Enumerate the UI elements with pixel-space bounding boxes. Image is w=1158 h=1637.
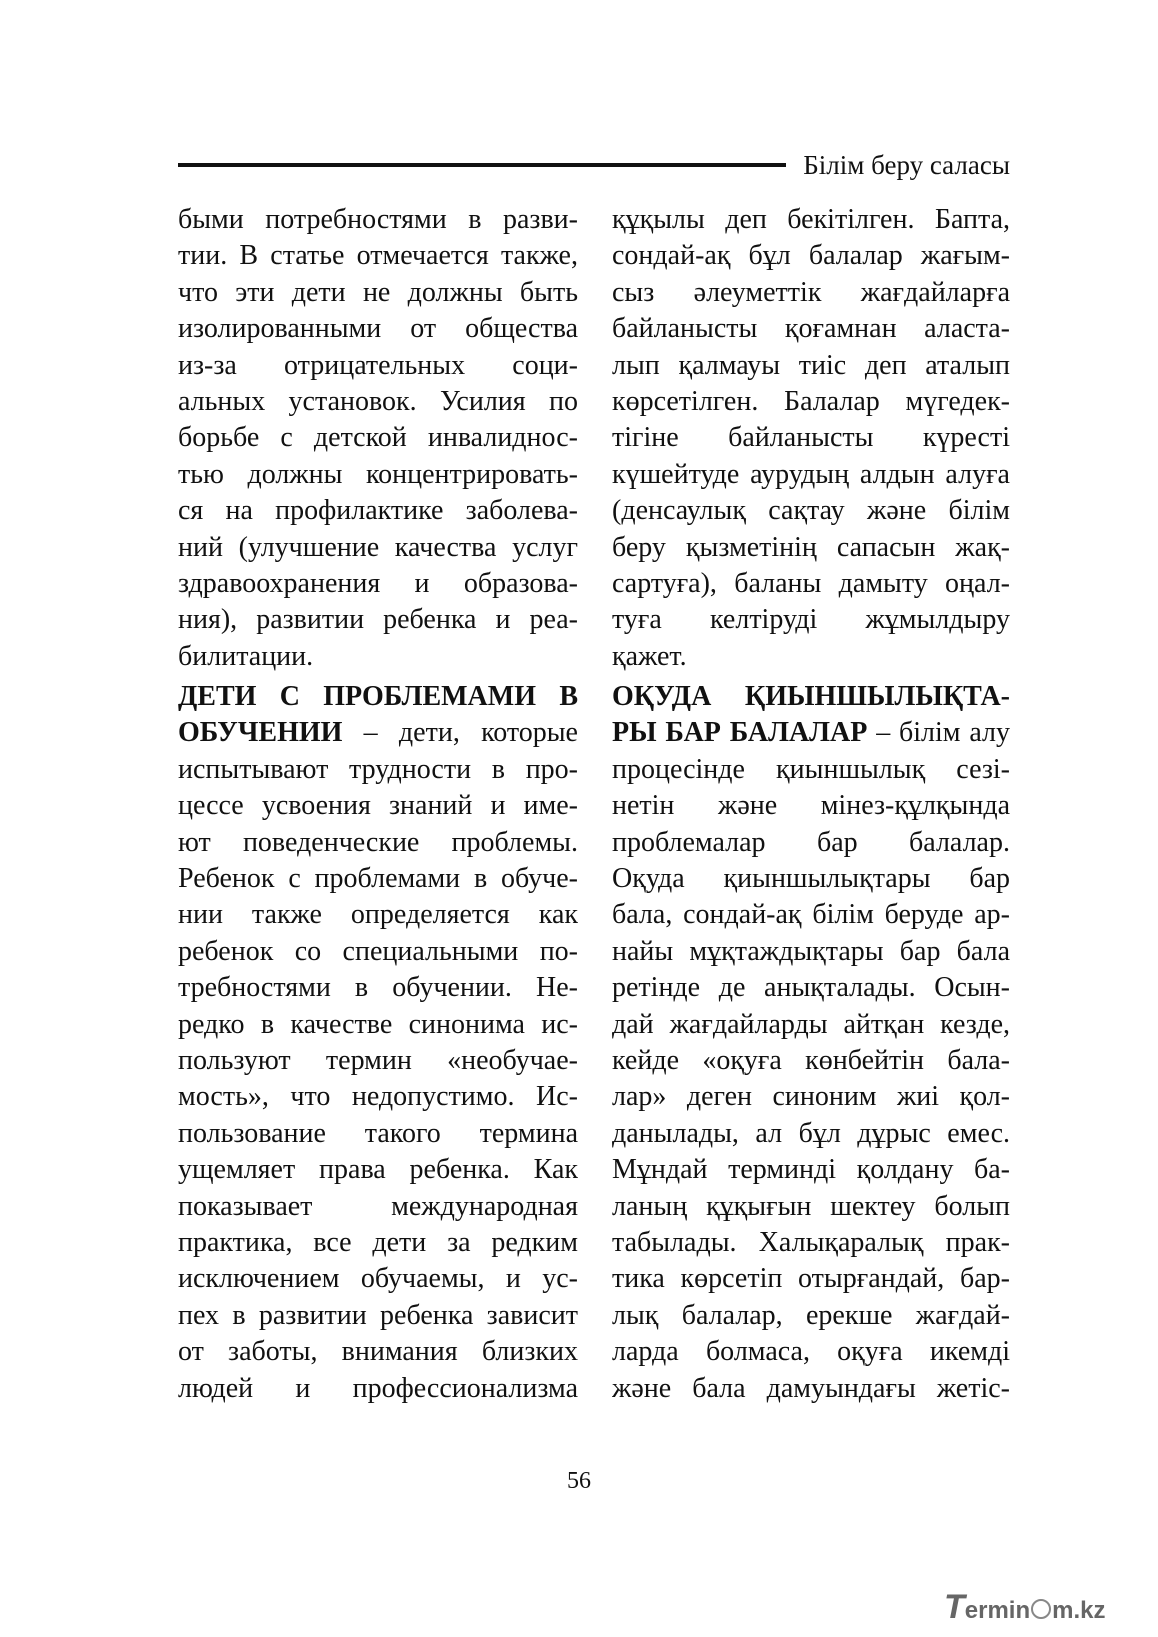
text-line: туға келтіруді жұмылдыру (612, 604, 1010, 636)
site-watermark (944, 1588, 1144, 1628)
text-line: және бала дамуындағы жетіс- (612, 1372, 1010, 1404)
text-line: испытывают трудности в про- (178, 753, 578, 785)
text-line: сыз әлеуметтік жағдайларға (612, 276, 1010, 308)
text-line: ребенок со специальными по- (178, 935, 578, 967)
text-line: от заботы, внимания близких (178, 1336, 578, 1368)
text-line: ларда болмаса, оқуға икемді (612, 1336, 1010, 1368)
text-line: Оқуда қиыншылықтары бар (612, 863, 1010, 895)
watermark-text-1: ermin (964, 1597, 1031, 1624)
text-line: проблемалар бар балалар. (612, 826, 1010, 858)
text-line: быми потребностями в разви- (178, 204, 578, 235)
text-line: редко в качестве синонима ис- (178, 1008, 578, 1040)
text-line: лық балалар, ерекше жағдай- (612, 1299, 1010, 1331)
text-line: нии также определяется как (178, 899, 578, 931)
text-line: кейде «оқуға көнбейтін бала- (612, 1044, 1010, 1076)
text-line: Ребенок с проблемами в обуче- (178, 863, 578, 895)
text-line: құқылы деп бекітілген. Бапта, (612, 204, 1010, 235)
text-line: требностями в обучении. Не- (178, 972, 578, 1004)
text-line: ретінде де анықталады. Осын- (612, 972, 1010, 1004)
text-line: пользуют термин «необучае- (178, 1044, 578, 1076)
text-line: көрсетілген. Балалар мүгедек- (612, 385, 1010, 417)
text-line: практика, все дети за редким (178, 1226, 578, 1258)
text-line: процесінде қиыншылық сезі- (612, 753, 1010, 785)
text-line: мость», что недопустимо. Ис- (178, 1081, 578, 1113)
text-line: лып қалмауы тиіс деп аталып (612, 349, 1010, 381)
text-line: изолированными от общества (178, 313, 578, 345)
text-line: пех в развитии ребенка зависит (178, 1299, 578, 1331)
text-line: ния), развитии ребенка и реа- (178, 604, 578, 636)
text-line: тика көрсетіп отырғандай, бар- (612, 1263, 1010, 1295)
left-column (178, 202, 578, 1407)
text-line: цессе усвоения знаний и име- (178, 790, 578, 822)
right-term-line-2 (612, 715, 1010, 751)
text-line: людей и профессионализма (178, 1372, 578, 1404)
text-line: альных установок. Усилия по (178, 385, 578, 417)
left-term-line-1: ДЕТИ С ПРОБЛЕМАМИ В (178, 681, 578, 713)
text-line: пользование такого термина (178, 1117, 578, 1149)
text-line: ущемляет права ребенка. Как (178, 1154, 578, 1186)
left-paragraph-2 (178, 752, 578, 1407)
text-line: табылады. Халықаралық прак- (612, 1226, 1010, 1258)
text-line: беру қызметінің сапасын жақ- (612, 531, 1010, 563)
watermark-letter: T (944, 1588, 965, 1626)
text-line: лар» деген синоним жиі қол- (612, 1081, 1010, 1113)
text-line: байланысты қоғамнан аласта- (612, 313, 1010, 345)
right-term-line-1: ОҚУДА ҚИЫНШЫЛЫҚТА- (612, 681, 1010, 713)
header-rule (178, 163, 786, 167)
text-line: тігіне байланысты күресті (612, 422, 1010, 454)
text-line: дай жағдайларды айтқан кезде, (612, 1008, 1010, 1040)
watermark-circle-icon (1031, 1599, 1051, 1619)
text-line: показывает международная (178, 1190, 578, 1222)
right-term-bold: РЫ БАР БАЛАЛАР (612, 717, 868, 749)
text-line: (денсаулық сақтау және білім (612, 495, 1010, 527)
running-header (178, 148, 1010, 182)
right-paragraph-2 (612, 752, 1010, 1407)
text-line: күшейтуде аурудың алдын алуға (612, 458, 1010, 490)
text-line: тии. В статье отмечается также, (178, 240, 578, 272)
text-line: тью должны концентрировать- (178, 458, 578, 490)
text-line: ся на профилактике заболева- (178, 495, 578, 527)
left-term-bold: ОБУЧЕНИИ (178, 717, 343, 749)
text-line: что эти дети не должны быть (178, 276, 578, 308)
left-term-line-2 (178, 715, 578, 751)
text-line: данылады, ал бұл дұрыс емес. (612, 1117, 1010, 1149)
section-title: Білім беру саласы (803, 150, 1010, 180)
text-line: қажет. (612, 640, 687, 672)
text-line: билитации. (178, 640, 314, 672)
text-line: найы мұқтаждықтары бар бала (612, 935, 1010, 967)
right-paragraph-1 (612, 202, 1010, 675)
text-line: борьбе с детской инвалиднос- (178, 422, 578, 454)
text-line: нетін және мінез-құлқында (612, 790, 1010, 822)
left-term-rest: – дети, которые (342, 717, 578, 749)
text-line: ланың құқығын шектеу болып (612, 1190, 1010, 1222)
right-column (612, 202, 1010, 1407)
text-line: здравоохранения и образова- (178, 567, 578, 599)
text-line: Мұндай терминді қолдану ба- (612, 1154, 1010, 1186)
page-number: 56 (567, 1468, 591, 1494)
text-line: из-за отрицательных соци- (178, 349, 578, 381)
text-line: исключением обучаемы, и ус- (178, 1263, 578, 1295)
watermark-text-2: m.kz (1052, 1597, 1106, 1624)
left-paragraph-1 (178, 202, 578, 675)
right-term-rest: – білім алу (867, 717, 1010, 749)
text-line: сондай-ақ бұл балалар жағым- (612, 240, 1010, 272)
text-line: сартуға), баланы дамыту оңал- (612, 567, 1010, 599)
text-line: бала, сондай-ақ білім беруде ар- (612, 899, 1010, 931)
text-line: ний (улучшение качества услуг (178, 531, 578, 563)
text-line: ют поведенческие проблемы. (178, 826, 578, 858)
